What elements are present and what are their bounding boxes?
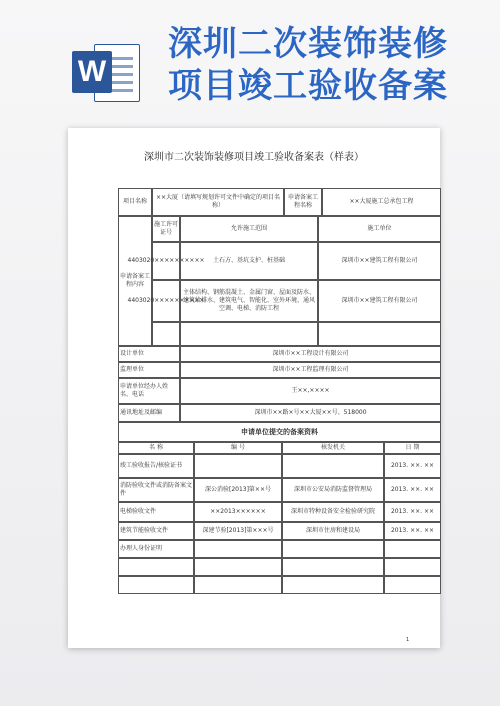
- doc-org-2: 深圳市公安局消防监督管理局: [282, 478, 384, 502]
- unit-1: 深圳市××建筑工程有限公司: [318, 242, 441, 280]
- scope-3: [180, 322, 318, 346]
- doc-date-7: [384, 576, 441, 594]
- doc-date-4: 2013. ××. ××: [384, 522, 441, 540]
- doc-date-2: 2013. ××. ××: [384, 478, 441, 502]
- permit-no-2: 4403020××××××××××: [152, 280, 180, 322]
- col-name-header: 名 称: [118, 442, 194, 454]
- doc-org-1: [282, 454, 384, 478]
- project-name-value: ××大厦（请填写规划许可文件中确定的项目名称）: [152, 188, 284, 216]
- doc-date-1: 2013. ××. ××: [384, 454, 441, 478]
- doc-org-4: 深圳市住房和建设局: [282, 522, 384, 540]
- scope-2: 主体结构、钢筋混凝土、金属门窗、屋面及防水、建筑给排水、建筑电气、智能化、室外环境、通风空调、电梯、消防工程: [180, 280, 318, 322]
- scope-header: 允许施工范围: [180, 216, 318, 242]
- doc-date-6: [384, 558, 441, 576]
- doc-name-4: 建筑节能验收文件: [118, 522, 194, 540]
- doc-name-6: [118, 558, 194, 576]
- address-label: 通讯地址及邮编: [118, 404, 180, 422]
- agent-value: 王××,××××: [180, 378, 441, 404]
- doc-name-3: 电梯验收文件: [118, 502, 194, 522]
- col-org-header: 核发机关: [282, 442, 384, 454]
- agent-label: 申请单位经办人姓名、电话: [118, 378, 180, 404]
- design-label: 设计单位: [118, 346, 180, 362]
- doc-code-4: 深建节验[2013]第×××号: [194, 522, 282, 540]
- unit-header: 施工单位: [318, 216, 441, 242]
- doc-org-6: [282, 558, 384, 576]
- banner-title-line1: 深圳二次装饰装修: [168, 24, 448, 64]
- doc-org-5: [282, 540, 384, 558]
- scope-1: 土石方、基坑支护、桩基础: [180, 242, 318, 280]
- doc-name-2: 消防验收文件或消防备案文件: [118, 478, 194, 502]
- supervise-value: 深圳市××工程监理有限公司: [180, 362, 441, 378]
- doc-code-7: [194, 576, 282, 594]
- section-title: 申请单位提交的备案资料: [118, 422, 441, 442]
- doc-code-1: [194, 454, 282, 478]
- record-project-value: ××大厦施工总承包工程: [322, 188, 441, 216]
- document-page: [68, 128, 440, 648]
- permit-no-1: 4403020××××××××××: [152, 242, 180, 280]
- doc-date-5: [384, 540, 441, 558]
- doc-code-5: [194, 540, 282, 558]
- doc-code-3: ××2013××××××: [194, 502, 282, 522]
- design-value: 深圳市××工程设计有限公司: [180, 346, 441, 362]
- doc-name-1: 竣工验收报告/核验证书: [118, 454, 194, 478]
- doc-date-3: 2013. ××. ××: [384, 502, 441, 522]
- content-label: 申请备案工程内容: [118, 216, 152, 346]
- record-project-label: 申请备案工程名称: [284, 188, 322, 216]
- supervise-label: 监理单位: [118, 362, 180, 378]
- doc-name-7: [118, 576, 194, 594]
- col-code-header: 编 号: [194, 442, 282, 454]
- permit-no-3: [152, 322, 180, 346]
- word-letter: W: [72, 51, 112, 93]
- page-number: 1: [406, 637, 410, 643]
- permit-no-header: 施工许可证号: [152, 216, 180, 242]
- doc-code-6: [194, 558, 282, 576]
- header-banner: [0, 0, 500, 118]
- unit-3: [318, 322, 441, 346]
- unit-2: 深圳市××建筑工程有限公司: [318, 280, 441, 322]
- doc-name-5: 办理人身份证明: [118, 540, 194, 558]
- word-document-icon: [72, 42, 138, 102]
- project-name-label: 项目名称: [118, 188, 152, 216]
- banner-title-line2: 项目竣工验收备案: [168, 66, 448, 106]
- doc-org-7: [282, 576, 384, 594]
- document-title: 深圳市二次装饰装修项目竣工验收备案表（样表）: [144, 152, 364, 163]
- doc-code-2: 深公消验[2013]第××号: [194, 478, 282, 502]
- address-value: 深圳市××路×号××大厦××号、518000: [180, 404, 441, 422]
- doc-org-3: 深圳市特种设备安全检验研究院: [282, 502, 384, 522]
- col-date-header: 日 期: [384, 442, 441, 454]
